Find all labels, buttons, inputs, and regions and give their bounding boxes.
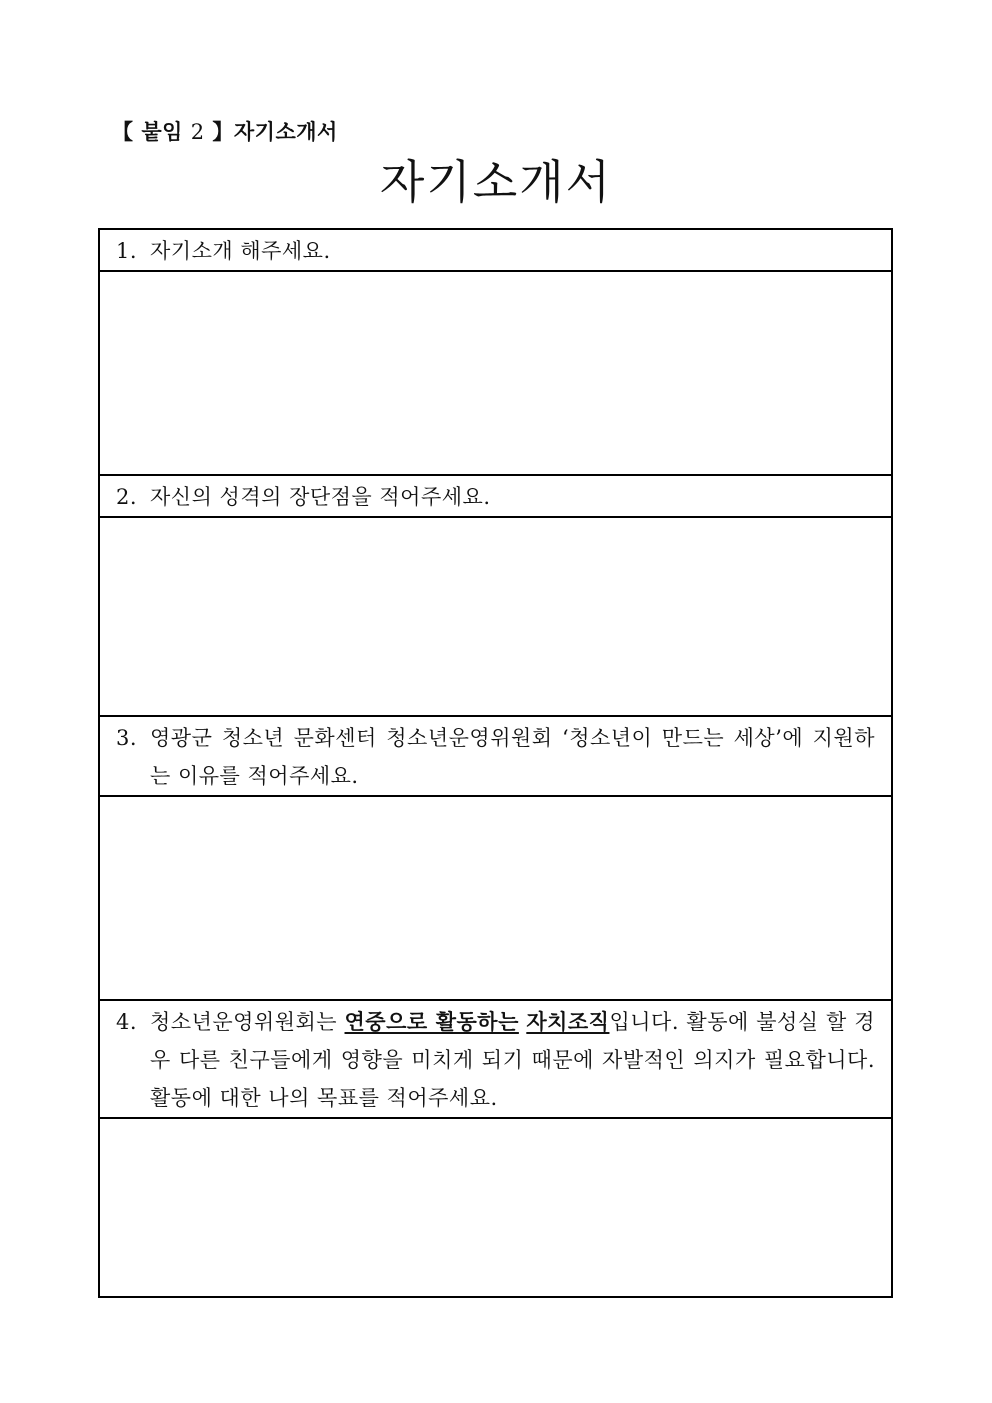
answer-2-field[interactable] — [99, 517, 892, 716]
attachment-name: 자기소개서 — [233, 120, 338, 144]
question-4-text-end: 입니다. 활동에 불성실 할 경우 다른 친구들에게 영향을 미치게 되기 때문에 자발적인 의지가 필요합니다. 활동에 대한 나의 목표를 적어주세요. — [150, 1010, 875, 1110]
answer-4-field[interactable] — [99, 1118, 892, 1297]
self-introduction-form — [98, 228, 893, 1298]
attachment-open-bracket: 【 — [112, 120, 134, 144]
question-1-number: 1. — [116, 239, 138, 263]
question-1-text: 자기소개 해주세요. — [150, 239, 331, 263]
question-3-number: 3. — [116, 726, 138, 750]
answer-1-field[interactable] — [99, 271, 892, 475]
question-4-number: 4. — [116, 1010, 138, 1034]
question-4-text — [150, 1003, 875, 1117]
attachment-label — [112, 116, 338, 146]
document-title: 자기소개서 — [379, 155, 613, 209]
question-3-text: 영광군 청소년 문화센터 청소년운영위원회 ‘청소년이 만드는 세상’에 지원하는 이유를 적어주세요. — [150, 726, 875, 788]
question-4-emphasis-self-governing: 자치조직 — [526, 1010, 610, 1034]
question-2-number: 2. — [116, 485, 138, 509]
question-4-emphasis-year-round: 연중으로 활동하는 — [344, 1010, 519, 1034]
question-1-cell — [99, 229, 892, 271]
attachment-word: 붙임 — [141, 120, 183, 144]
attachment-close-bracket: 】 — [212, 120, 234, 144]
question-3-cell — [99, 716, 892, 796]
question-4-text-start: 청소년운영위원회는 — [150, 1010, 345, 1034]
answer-3-field[interactable] — [99, 796, 892, 1000]
attachment-number: 2 — [190, 120, 205, 144]
question-4-cell — [99, 1000, 892, 1118]
question-2-cell — [99, 475, 892, 517]
question-2-text: 자신의 성격의 장단점을 적어주세요. — [150, 485, 491, 509]
